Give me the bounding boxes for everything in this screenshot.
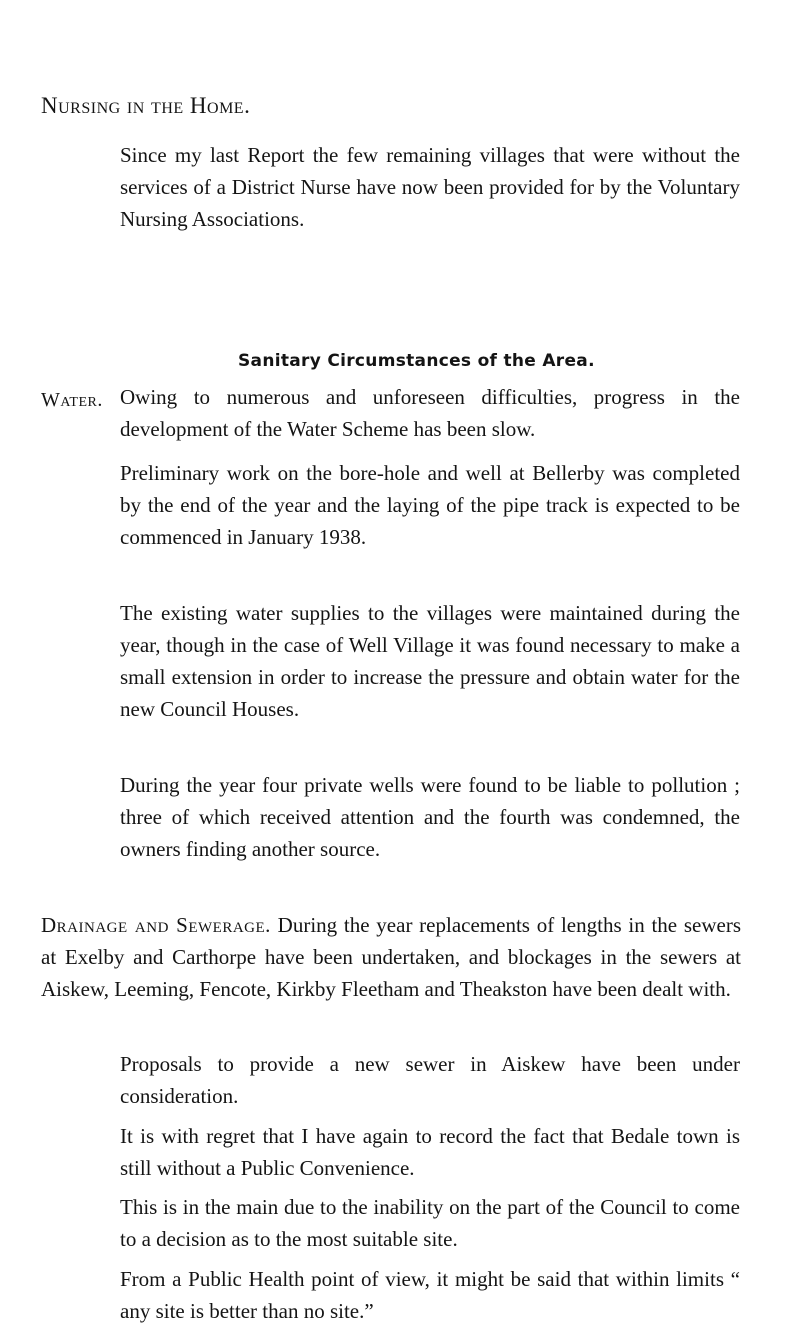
paragraph-drainage-4: This is in the main due to the inability on the part of the Council to come to a decision as to the most suitable site.: [120, 1195, 740, 1251]
paragraph-nursing: Since my last Report the few remaining villages that were without the services of a District Nurse have now been provided for by the Voluntary Nursing Associations.: [120, 143, 740, 231]
paragraph-water-4: During the year four private wells were found to be liable to pollution ; three of which received attention and the fourth was condemned, the owners finding another source.: [120, 773, 740, 861]
paragraph-drainage-1: [41, 909, 741, 1005]
paragraph-drainage-3: It is with regret that I have again to record the fact that Bedale town is still without a Public Convenience.: [120, 1124, 740, 1180]
side-label-water: Water.: [41, 389, 103, 411]
paragraph-water-3: The existing water supplies to the villages were maintained during the year, though in the case of Well Village it was found necessary to make a small extension in order to increase the pressure and obtain water for the new Council Houses.: [120, 601, 740, 721]
subheading-sanitary: Sanitary Circumstances of the Area.: [238, 351, 595, 371]
paragraph-water-2: Preliminary work on the bore-hole and well at Bellerby was completed by the end of the year and the laying of the pipe track is expected to be commenced in January 1938.: [120, 461, 740, 549]
section-heading-nursing: Nursing in the Home.: [41, 93, 251, 118]
paragraph-drainage-1-text: During the year replacements of lengths in the sewers at Exelby and Carthorpe have been undertaken, and blockages in the sewers at Aiskew, Leeming, Fencote, Kirkby Fleetham and Theakston have been dealt with.: [41, 913, 741, 1001]
paragraph-drainage-2: Proposals to provide a new sewer in Aiskew have been under consideration.: [120, 1052, 740, 1108]
paragraph-drainage-5: From a Public Health point of view, it might be said that within limits “ any site is better than no site.”: [120, 1267, 740, 1323]
paragraph-water-1: Owing to numerous and unforeseen difficulties, progress in the development of the Water Scheme has been slow.: [120, 385, 740, 441]
side-label-drainage: Drainage and Sewerage.: [41, 913, 271, 937]
